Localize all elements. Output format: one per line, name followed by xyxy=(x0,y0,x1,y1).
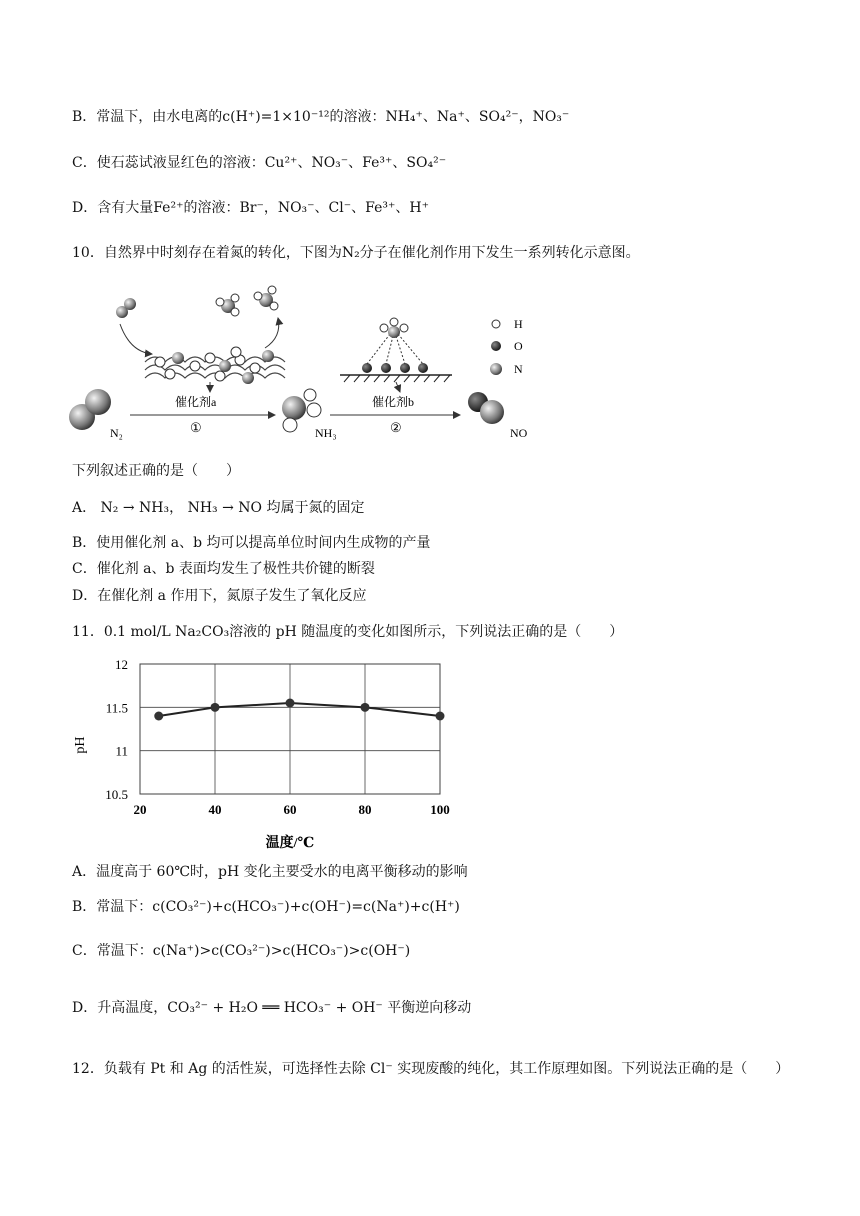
data-point xyxy=(154,712,163,721)
step1-label: ① xyxy=(190,420,202,435)
q10-option-a: A． N₂ → NH₃， NH₃ → NO 均属于氮的固定 xyxy=(72,500,365,516)
ph-temperature-chart xyxy=(60,650,480,855)
q11-option-d: D．升高温度，CO₃²⁻ + H₂O ══ HCO₃⁻ + OH⁻ 平衡逆向移动 xyxy=(72,1000,472,1016)
data-point xyxy=(211,703,220,712)
q11-stem: 11．0.1 mol/L Na₂CO₃溶液的 pH 随温度的变化如图所示，下列说法正确的是（ ） xyxy=(72,624,624,640)
data-point xyxy=(286,699,295,708)
q10-stem: 10．自然界中时刻存在着氮的转化，下图为N₂分子在催化剂作用下发生一系列转化示意图。 xyxy=(72,245,640,261)
catalyst-a-surface xyxy=(145,347,285,384)
nitrogen-conversion-diagram xyxy=(60,282,580,452)
y-tick-label: 10.5 xyxy=(105,787,128,802)
y-axis-label: pH xyxy=(73,736,88,754)
legend-o: O xyxy=(514,339,523,353)
step2-label: ② xyxy=(390,420,402,435)
x-tick-label: 60 xyxy=(283,802,297,817)
y-tick-label: 12 xyxy=(115,657,128,672)
data-point xyxy=(361,703,370,712)
chart-x-ticks xyxy=(134,802,450,817)
n2-label: N₂ xyxy=(110,426,123,440)
catalyst-b-label: 催化剂b xyxy=(372,395,415,409)
y-tick-label: 11.5 xyxy=(105,700,128,716)
y-tick-label: 11 xyxy=(115,743,128,759)
x-tick-label: 20 xyxy=(133,802,147,817)
legend-n: N xyxy=(514,362,523,376)
q9-option-c: C．使石蕊试液显红色的溶液：Cu²⁺、NO₃⁻、Fe³⁺、SO₄²⁻ xyxy=(72,155,447,171)
q10-option-c: C．催化剂 a、b 表面均发生了极性共价键的断裂 xyxy=(72,561,375,577)
x-tick-label: 100 xyxy=(430,802,450,817)
x-tick-label: 40 xyxy=(208,802,222,817)
q10-prompt: 下列叙述正确的是（ ） xyxy=(72,463,240,479)
q9-option-b: B．常温下，由水电离的c(H⁺)=1×10⁻¹²的溶液：NH₄⁺、Na⁺、SO₄²⁻，NO₃⁻ xyxy=(72,109,570,125)
chart-y-ticks xyxy=(105,657,128,802)
no-label: NO xyxy=(510,426,528,440)
q9-option-d: D．含有大量Fe²⁺的溶液：Br⁻，NO₃⁻、Cl⁻、Fe³⁺、H⁺ xyxy=(72,200,429,216)
x-tick-label: 80 xyxy=(358,802,372,817)
q10-option-d: D．在催化剂 a 作用下，氮原子发生了氧化反应 xyxy=(72,588,367,604)
q10-option-b: B．使用催化剂 a、b 均可以提高单位时间内生成物的产量 xyxy=(72,535,431,551)
q11-option-b: B．常温下：c(CO₃²⁻)+c(HCO₃⁻)+c(OH⁻)=c(Na⁺)+c(H⁺) xyxy=(72,899,460,915)
atom-legend xyxy=(490,317,523,376)
q12-stem: 12．负载有 Pt 和 Ag 的活性炭，可选择性去除 Cl⁻ 实现废酸的纯化，其工作原理如图。下列说法正确的是（ ） xyxy=(72,1061,790,1077)
ph-series-line xyxy=(159,703,440,716)
q11-option-c: C．常温下：c(Na⁺)>c(CO₃²⁻)>c(HCO₃⁻)>c(OH⁻) xyxy=(72,943,411,959)
data-point xyxy=(436,712,445,721)
catalyst-b-surface xyxy=(340,318,452,392)
chart-series xyxy=(154,699,444,721)
nh3-label: NH₃ xyxy=(315,426,337,440)
catalyst-a-label: 催化剂a xyxy=(175,395,217,409)
legend-h: H xyxy=(514,317,523,331)
q11-option-a: A．温度高于 60℃时，pH 变化主要受水的电离平衡移动的影响 xyxy=(72,864,468,880)
chart-grid xyxy=(140,664,440,794)
x-axis-label: 温度/℃ xyxy=(265,836,315,851)
